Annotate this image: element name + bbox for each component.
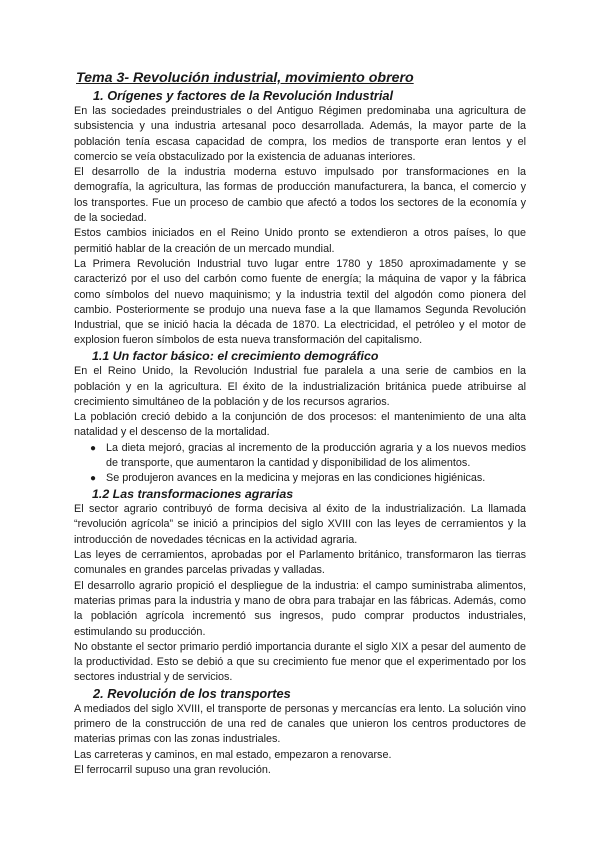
paragraph: Las carreteras y caminos, en mal estado, empezaron a renovarse. — [74, 748, 392, 761]
subsection-heading-demografico: 1.1 Un factor básico: el crecimiento demográfico — [92, 348, 379, 363]
list-item — [90, 471, 526, 486]
paragraph: Las leyes de cerramientos, aprobadas por el Parlamento británico, transformaron las tierras comunales en grandes parcelas privadas y valladas. — [74, 549, 526, 577]
bullet-icon: ● — [90, 442, 97, 454]
paragraph: En las sociedades preindustriales o del Antiguo Régimen predominaba una agricultura de subsistencia y una industria artesanal poco desarrollada. Además, la mayor parte de la población tenía escasa capacidad de compra, los medios de transporte eran lentos y el comercio se veía obstaculizado por la existencia de aduanas interiores. — [74, 105, 526, 163]
bullet-icon: ● — [90, 473, 97, 485]
subsection-heading-agrarias: 1.2 Las transformaciones agrarias — [92, 486, 294, 501]
paragraph: El desarrollo de la industria moderna estuvo impulsado por transformaciones en la demografía, la agricultura, las formas de producción manufacturera, la banca, el comercio y los transportes. Fue un proceso de cambio que afectó a todos los sectores de la economía y de la sociedad. — [74, 166, 526, 225]
section-heading-origenes: 1. Orígenes y factores de la Revolución Industrial — [93, 88, 394, 103]
paragraph: La Primera Revolución Industrial tuvo lugar entre 1780 y 1850 aproximadamente y se caracterizó por el uso del carbón como fuente de energía; la máquina de vapor y la fábrica como símbolos del nuevo maquinismo; y la industria textil del algodón como pionera del cambio. Posteriormente se produjo una nueva fase a la que llamamos Segunda Revolución Industrial, que se inició hacia la década de 1870. La electricidad, el petróleo y el motor de explosion fueron símbolos de esta nueva transformación del capitalismo. — [74, 257, 526, 347]
page-title: Tema 3- Revolución industrial, movimiento obrero — [76, 70, 414, 86]
bullet-list — [74, 441, 526, 487]
list-item-text: Se produjeron avances en la medicina y mejoras en las condiciones higiénicas. — [106, 472, 486, 485]
section-heading-transportes: 2. Revolución de los transportes — [93, 685, 291, 701]
list-item-text: La dieta mejoró, gracias al incremento de la producción agraria y a los nuevos medios de transporte, que aumentaron la cantidad y disponibilidad de los alimentos. — [106, 441, 526, 470]
paragraph: El desarrollo agrario propició el despliegue de la industria: el campo suministraba alimentos, materias primas para la industria y mano de obra para trabajar en las fábricas. Además, como la población agrícola incrementó sus ingresos, pudo comprar productos industriales, estimulando su producción. — [74, 579, 526, 638]
paragraph: El sector agrario contribuyó de forma decisiva al éxito de la industrialización. La llamada “revolución agrícola” se inició a principios del siglo XVIII con las leyes de cerramientos y la introducción de novedades técnicas en la actividad agraria. — [74, 503, 526, 546]
list-item — [90, 441, 526, 472]
paragraph: No obstante el sector primario perdió importancia durante el siglo XIX a pesar del aumento de la productividad. Esto se debió a que su crecimiento fue menor que el experimentado por los sectores industrial y de servicios. — [74, 640, 526, 684]
paragraph: En el Reino Unido, la Revolución Industrial fue paralela a una serie de cambios en la población y en la agricultura. El éxito de la industrialización británica puede atribuirse al crecimiento simultáneo de la población y de los recursos agrarios. — [74, 365, 526, 408]
paragraph: Estos cambios iniciados en el Reino Unido pronto se extendieron a otros países, lo que permitió hablar de la creación de un mercado mundial. — [74, 227, 526, 255]
paragraph: El ferrocarril supuso una gran revolución. — [74, 763, 271, 776]
paragraph: A mediados del siglo XVIII, el transporte de personas y mercancías era lento. La solución vino primero de la construcción de una red de canales que unieron los centros productores de materias primas con las zonas industriales. — [74, 702, 526, 746]
paragraph: La población creció debido a la conjunción de dos procesos: el mantenimiento de una alta natalidad y el descenso de la mortalidad. — [74, 411, 526, 439]
